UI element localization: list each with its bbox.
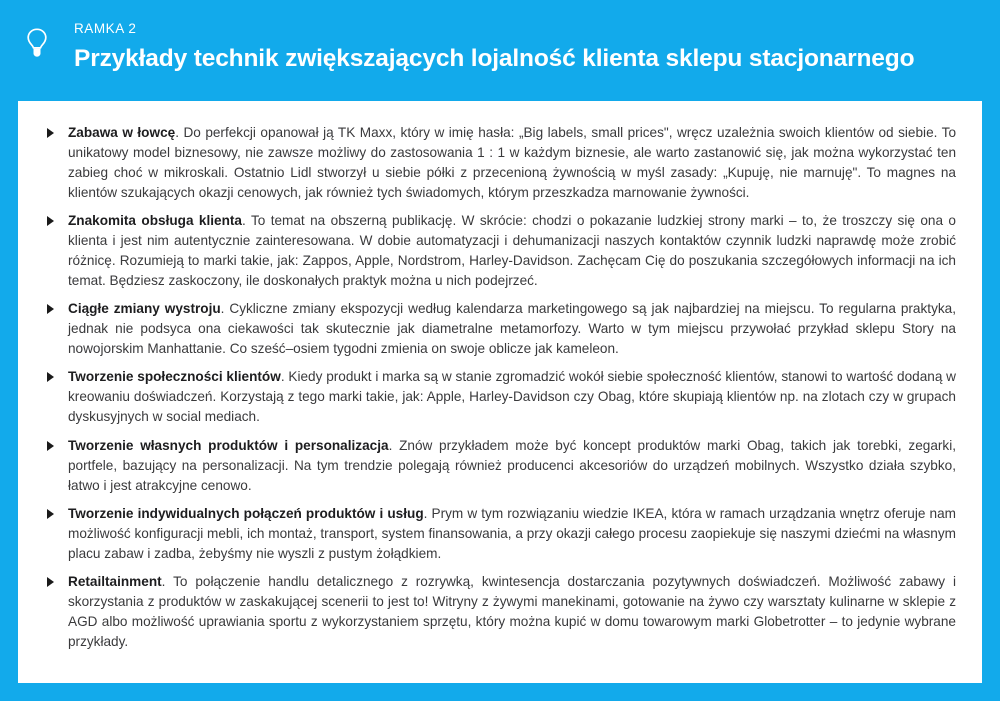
list-item-text: . Znów przykładem może być koncept produktów marki Obag, takich jak torebki, zegarki, portfele, bazujący na personalizacji. Na tym trendzie polegają również producenci akcesoriów do urządzeń mobilnych. Wszystko działa szybko, łatwo i jest atrakcyjne cenowo.: [68, 437, 957, 493]
list-item-lead: Tworzenie społeczności klientów: [68, 369, 281, 385]
list-item-text: . To temat na obszerną publikację. W skrócie: chodzi o pokazanie ludzkiej strony marki – to, że troszczy się ona o klienta i jest nim autentycznie zainteresowana. W dobie automatyzacji i dehumanizacji naszych kontaktów czynnik ludzki naprawdę może zrobić różnicę. Rozumieją to marki takie, jak: Zappos, Apple, Nordstrom, Harley-Davidson. Zachęcam Cię do poszukania szczegółowych informacji na ich temat. Będziesz zaskoczony, ile doskonałych praktyk można u nich podejrzeć.: [68, 213, 956, 288]
triangle-bullet-icon: [47, 577, 54, 587]
triangle-bullet-icon: [47, 216, 54, 226]
callout-eyebrow-label: RAMKA 2: [74, 21, 137, 36]
list-item-lead: Retailtainment: [68, 574, 162, 590]
lightbulb-icon: [26, 28, 48, 58]
list-item: [44, 211, 956, 291]
triangle-bullet-icon: [47, 128, 54, 138]
list-item-lead: Tworzenie własnych produktów i personalizacja: [68, 437, 389, 453]
triangle-bullet-icon: [47, 441, 54, 451]
callout-header: [0, 0, 1000, 101]
list-item-lead: Tworzenie indywidualnych połączeń produktów i usług: [68, 505, 424, 521]
list-item-lead: Znakomita obsługa klienta: [68, 213, 242, 229]
list-item-text: . Kiedy produkt i marka są w stanie zgromadzić wokół siebie społeczność klientów, stanowi to wartość dodaną w kreowaniu doświadczeń. Korzystają z tego marki takie, jak: Apple, Harley-Davidson czy Obag, które skupiają klientów np. na zlotach czy w grupach dyskusyjnych w social mediach.: [68, 369, 956, 425]
technique-list: [44, 123, 956, 652]
list-item-text: . Prym w tym rozwiązaniu wiedzie IKEA, która w ramach urządzania wnętrz oferuje nam możliwość konfiguracji mebli, ich montaż, transport, system finansowania, a przy okazji całego procesu zaopiekuje się naszymi dziećmi na własnym placu zabaw i zadba, żebyśmy nie wyszli z pustym żołądkiem.: [68, 505, 956, 561]
list-item-lead: Zabawa w łowcę: [68, 125, 176, 140]
triangle-bullet-icon: [47, 509, 54, 519]
callout-body: [18, 101, 982, 683]
list-item: [44, 367, 956, 427]
header-text-group: [74, 0, 974, 72]
list-item: [44, 299, 956, 359]
list-item: [44, 436, 956, 496]
callout-title: Przykłady technik zwiększających lojalność klienta sklepu stacjonarnego: [74, 44, 915, 72]
list-item: [44, 504, 956, 564]
triangle-bullet-icon: [47, 372, 54, 382]
list-item-text: . To połączenie handlu detalicznego z rozrywką, kwintesencja dostarczania pozytywnych doświadczeń. Możliwość zabawy i skorzystania z produktów w zaskakującej scenerii to jest to! Witryny z żywymi manekinami, gotowanie na żywo czy warsztaty kulinarne w sklepie z AGD albo możliwość uprawiania sportu z wykorzystaniem sprzętu, który można kupić w domu towarowym marki Globetrotter – to jedynie wybrane przykłady.: [68, 574, 956, 649]
list-item-text: . Cykliczne zmiany ekspozycji według kalendarza marketingowego są jak najbardziej na miejscu. To regularna praktyka, jednak nie podsyca ona ciekawości tak skutecznie jak diametralne metamorfozy. Warto w tym miejscu przywołać przykład sklepu Story na nowojorskim Manhattanie. Co sześć–osiem tygodni zmienia on swoje oblicze jak kameleon.: [68, 301, 956, 357]
list-item: [44, 123, 956, 203]
lightbulb-icon-container: [0, 0, 74, 58]
triangle-bullet-icon: [47, 304, 54, 314]
list-item-lead: Ciągłe zmiany wystroju: [68, 301, 221, 317]
list-item-text: . Do perfekcji opanował ją TK Maxx, który w imię hasła: „Big labels, small prices", wręcz uzależnia swoich klientów od siebie. To unikatowy model biznesowy, nie zawsze możliwy do zastosowania 1 : 1 w każdym biznesie, ale warto zastanowić się, jak można wykorzystać ten zabieg choć w mikroskali. Ostatnio Lidl stworzył u siebie półki z przecenioną żywnością w myśl zasady: „Kupuję, nie marnuję". To magnes na klientów szukających okazji cenowych, jak również tych świadomych, którym przeszkadza marnowanie żywności.: [68, 125, 956, 200]
list-item: [44, 572, 956, 652]
